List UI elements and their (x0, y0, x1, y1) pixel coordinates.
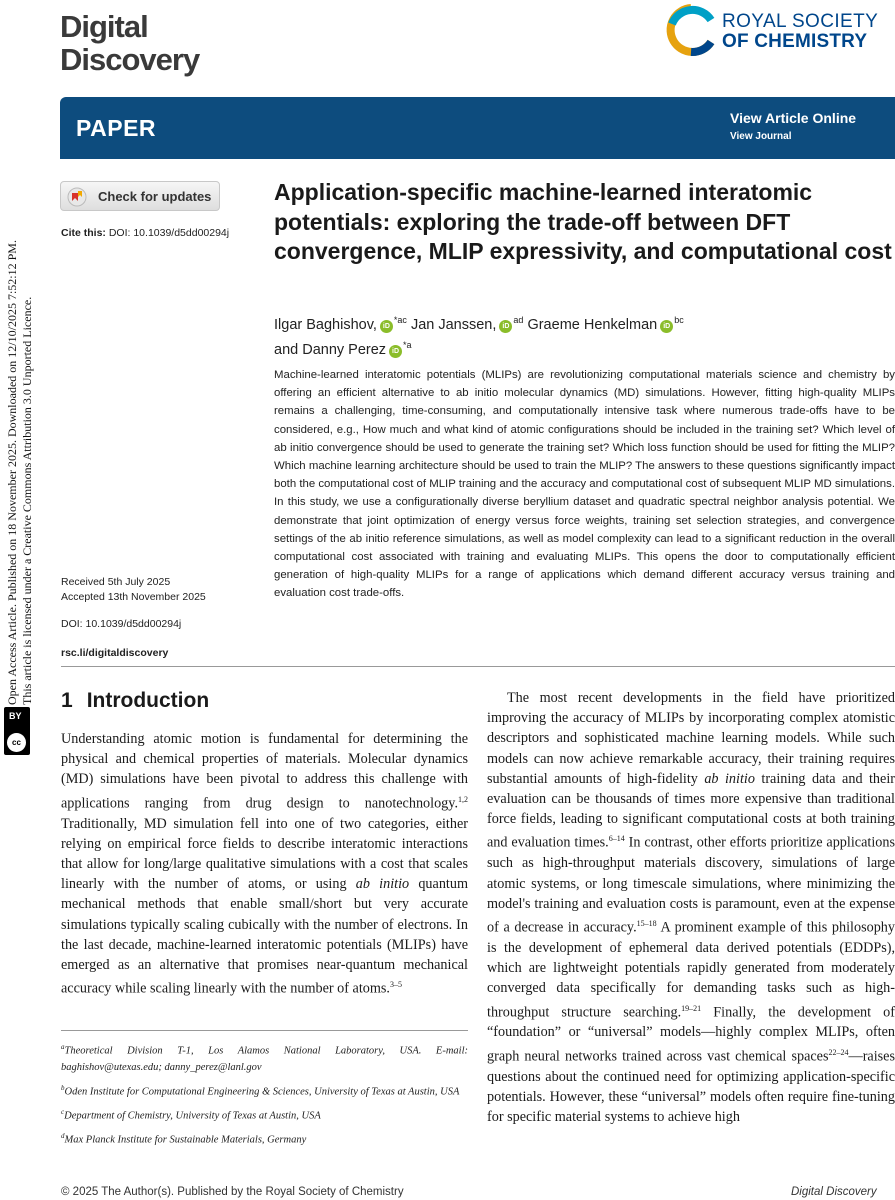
publisher-logo[interactable] (664, 2, 895, 62)
journal-logo-line2: Discovery (60, 42, 200, 77)
check-for-updates-label: Check for updates (98, 189, 212, 204)
journal-logo[interactable] (60, 10, 199, 76)
author-name: Ilgar Baghishov, (274, 316, 377, 333)
orcid-icon[interactable]: iD (660, 320, 673, 333)
footnote: $^b$Oden Institute for Computational Engineering & Sciences, University of Texas at Austin, USA (61, 1083, 460, 1097)
journal-url-link[interactable]: rsc.li/digitaldiscovery (61, 647, 169, 659)
article-type-banner (60, 97, 895, 159)
author-name: and Danny Perez (274, 341, 387, 358)
affiliation-footnotes (61, 1039, 468, 1152)
cite-this (61, 227, 229, 239)
received-date: Received 5th July 2025 (61, 576, 171, 588)
article-history (61, 575, 206, 661)
cite-doi[interactable]: DOI: 10.1039/d5dd00294j (108, 227, 230, 239)
copyright-footer: © 2025 The Author(s). Published by the Royal Society of Chemistry (61, 1186, 404, 1198)
check-for-updates-button[interactable] (60, 181, 220, 211)
abstract: Machine-learned interatomic potentials (MLIPs) are revolutionizing computational materials science and chemistry by offering an efficient alternative to ab initio molecular dynamics (MD) simulations. However, fitting high-quality MLIPs remains a challenging, time-consuming, and computationally intensive task where numerous trade-offs have to be considered, e.g., How much and what kind of atomic configurations should be included in the training set? Which level of ab initio convergence should be used to generate the training set? Which loss function should be used for fitting the MLIP? Which machine learning architecture should be used to train the MLIP? The answers to these questions significantly impact both the computational cost of MLIP training and the accuracy and computational cost of subsequent MLIP MD simulations. In this study, we use a configurationally diverse beryllium dataset and quadratic spectral neighbor analysis potential. We demonstrate that joint optimization of energy versus force weights, training set selection strategies, and convergence settings of the ab initio reference simulations, as well as model complexity can lead to a significant reduction in the overall computational cost associated with training and evaluating MLIPs. This opens the door to computationally efficient generation of high-quality MLIPs for a range of applications which demand different accuracy versus training and evaluation cost trade-offs. (274, 369, 895, 600)
author-name: Jan Janssen, (410, 316, 497, 333)
body-column-right: The most recent developments in the field have prioritized improving the accuracy of MLIPs by incorporating complex atomistic descriptors and sophisticated machine learning models. While such models can now achieve remarkable accuracy, their training requires substantial amounts of high-fidelity ab initio training data and their evaluation can be thousands of times more expensive than traditional force fields, leading to significant computational costs at both training and evaluation times.$^{6-14}$ In contrast, other efforts prioritize applications such as high-throughput materials discovery, simulations of large atomic systems, or long timescale simulations, where minimizing the model's training and evaluation costs is paramount, even at the expense of a decrease in accuracy.$^{15-18}$ A prominent example of this philosophy is the development of ephemeral data derived potentials (EDDPs), which are lightweight potentials rapidly generated from moderately converged data specifically for demanding tasks such as high-throughput structure searching.$^{19-21}$ Finally, the development of “foundation” or “universal” models—highly complex MLIPs, often graph neural networks trained across vast chemical spaces$^{22-24}$—raises questions about the continued need for optimizing application-specific potentials. However, these “universal” models often require fine-tuning for specific material systems to achieve high (487, 690, 895, 1125)
footnote: $^c$Department of Chemistry, University of Texas at Austin, USA (61, 1107, 321, 1121)
publisher-name-line1: ROYAL SOCIETY (722, 11, 879, 32)
view-article-online-link[interactable]: View Article Online (730, 110, 857, 126)
citation-ref[interactable]: 22–24 (828, 1047, 849, 1057)
author-name: Graeme Henkelman (527, 316, 658, 333)
licence-line[interactable]: This article is licensed under a Creative Commons Attribution 3.0 Unported Licence. (20, 296, 34, 705)
citation-ref[interactable]: 19–21 (681, 1003, 702, 1013)
by-label: BY (9, 711, 22, 721)
article-type-label: PAPER (76, 115, 157, 141)
journal-logo-line1: Digital (60, 9, 148, 44)
footnote: $^a$Theoretical Division T-1, Los Alamos National Laboratory, USA. E-mail: baghishov@utexas.edu; danny_perez@lanl.gov (61, 1043, 468, 1073)
cite-label: Cite this: (61, 227, 106, 239)
body-column-left: Understanding atomic motion is fundamental for determining the physical and chemical properties of materials. Molecular dynamics (MD) simulations have been pivotal to address this challenge with applications ranging from drug design to nanotechnology.$^{1,2}$ Traditionally, MD simulation fell into one of two categories, either relying on empirical force fields to describe interatomic interactions that allow for long/large qualitative simulations with a cost that scales linearly with the number of atoms, or using ab initio quantum mechanical methods that enable small/short but very accurate simulations typically scaling cubically with the number of electrons. In the last decade, machine-learned interatomic potentials (MLIPs) have emerged as an alternative that promises near-quantum mechanical accuracy while scaling linearly with the number of atoms.$^{3-5}$ (61, 731, 468, 997)
author-affiliation: bc (674, 315, 684, 325)
citation-ref[interactable]: 15–18 (636, 918, 657, 928)
publisher-name-line2: OF CHEMISTRY (722, 31, 868, 52)
orcid-icon[interactable]: iD (499, 320, 512, 333)
open-access-note (5, 240, 35, 705)
rsc-ring-icon (664, 2, 718, 62)
section-heading (61, 689, 209, 713)
orcid-icon[interactable]: iD (389, 345, 402, 358)
view-journal-link[interactable]: View Journal (730, 131, 792, 142)
orcid-icon[interactable]: iD (380, 320, 393, 333)
crossmark-icon (67, 187, 87, 207)
citation-ref[interactable]: 3–5 (389, 980, 402, 990)
footnote-divider (61, 1030, 468, 1031)
citation-ref[interactable]: 1,2 (458, 794, 468, 804)
footnote: $^d$Max Planck Institute for Sustainable Materials, Germany (61, 1131, 307, 1145)
author-affiliation: *ac (393, 315, 407, 325)
citation-ref[interactable]: 6–14 (608, 834, 625, 844)
section-title: Introduction (86, 689, 210, 712)
author-list (274, 310, 874, 360)
journal-footer: Digital Discovery (791, 1186, 877, 1198)
author-affiliation: ad (513, 315, 524, 325)
cc-icon: cc (7, 733, 26, 752)
accepted-date: Accepted 13th November 2025 (61, 591, 206, 603)
section-number: 1 (61, 689, 73, 712)
abstract-divider (61, 666, 895, 667)
article-doi[interactable]: DOI: 10.1039/d5dd00294j (61, 618, 182, 630)
article-title: Application-specific machine-learned interatomic potentials: exploring the trade-off between DFT convergence, MLIP expressivity, and computational cost (274, 179, 892, 264)
open-access-line: Open Access Article. Published on 18 November 2025. Downloaded on 12/10/2025 7:52:12 PM. (5, 240, 19, 705)
cc-by-badge[interactable] (4, 707, 30, 755)
author-affiliation: *a (403, 339, 412, 350)
